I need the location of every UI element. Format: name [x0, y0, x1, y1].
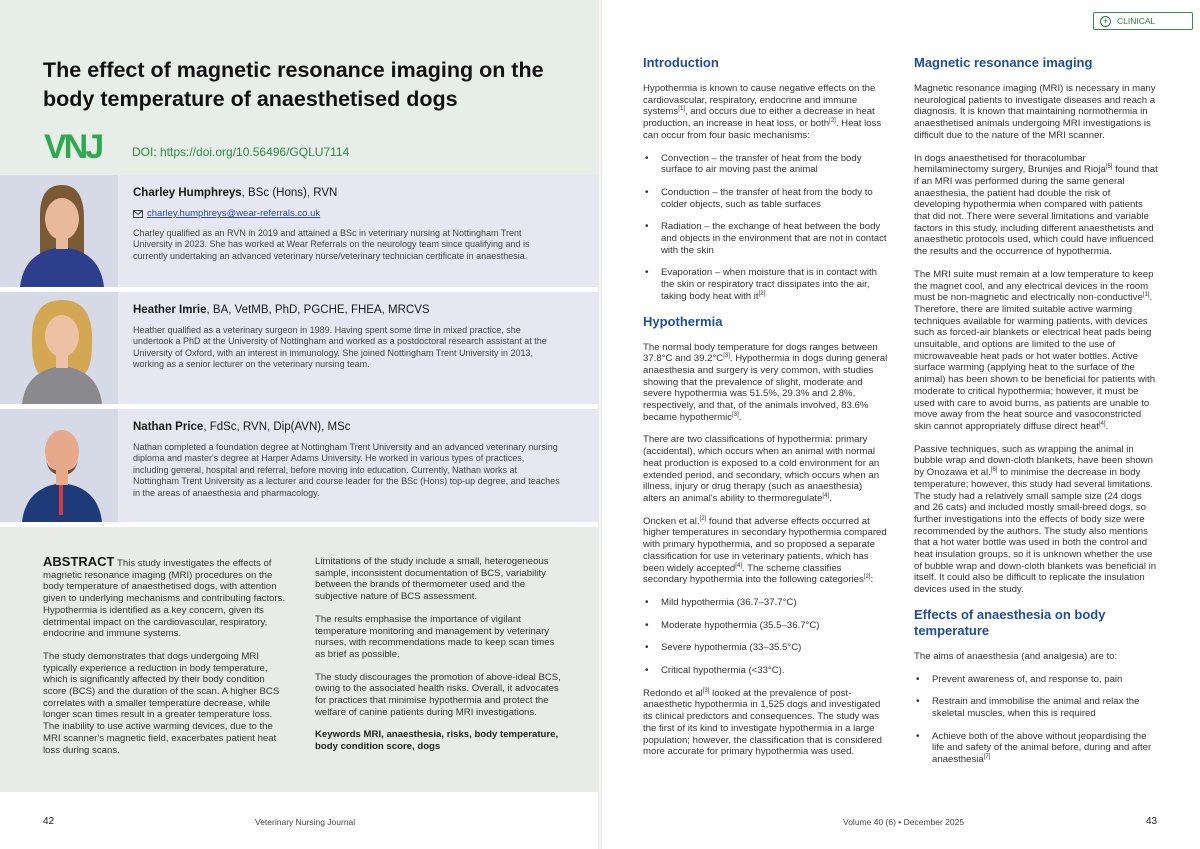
body-paragraph: Redondo et al[3] looked at the prevalence of post-anaesthetic hypothermia in 1,525 dogs and investigated its clinical predictors and consequences. The study was the first of its kind to investigate hypothermia in a large population; however, the classification that is considered more accurate for primary hypothermia was used.	[643, 687, 882, 758]
keywords: Keywords MRI, anaesthesia, risks, body temperature, body condition score, dogs	[315, 729, 559, 753]
abstract-paragraph: The study discourages the promotion of above-ideal BCS, owing to the associated health risks. Overall, it advocates for practices that minimise hypothermia and protect the welfare of canine patients during MRI investigations.	[315, 671, 561, 718]
author-name-line: Nathan Price, FdSc, RVN, Dip(AVN), MSc	[133, 421, 351, 433]
bullet-list	[643, 153, 888, 303]
section-badge: + CLINICAL	[1093, 12, 1193, 30]
author-email[interactable]: charley.humphreys@wear-referrals.co.uk	[133, 208, 560, 219]
envelope-icon	[133, 210, 143, 218]
right-page-number: 43	[1146, 816, 1158, 827]
body-paragraph: The MRI suite must remain at a low temperature to keep the magnet cool, and any electrical devices in the room must be non-magnetic and electrically non-conductive[1]. Therefore, there are limited suitable active warming techniques available for warming patients, with devices such as forced-air blankets or electrical heat pads being unsuitable, and options are limited to the use of microwaveable heat pads or hot water bottles. Active surface warming (applying heat to the surface of the animal) has been shown to be beneficial for patients with moderate to critical hypothermia; however, it must be used with care to avoid burns, as patients are unable to move away from the heat source and vasoconstricted skin cannot appropriately diffuse direct heat[4].	[914, 268, 1156, 432]
author-bio: Nathan completed a foundation degree at Nottingham Trent University and an advanced veterinary nursing diploma and master's degree at Harper Adams University. He worked in various types of practices, including general, hospital and referral, before moving into education. Currently, Nathan works at Nottingham Trent University as a lecturer and course leader for the BSc (Hons) top-up degree, and teaches in the areas of anaesthesia and pharmacology.	[133, 442, 560, 498]
author-card	[0, 292, 600, 404]
section-heading: Effects of anaesthesia on body temperature	[914, 606, 1106, 638]
author-bio: Heather qualified as a veterinary surgeon in 1989. Having spent some time in mixed practice, she undertook a PhD at the University of Nottingham and worked as a postdoctoral research assistant at the University of Oxford, with an interest in immunology. She joined Nottingham Trent University in 2013, working as a senior lecturer on the veterinary nursing team.	[133, 325, 547, 370]
body-paragraph: The normal body temperature for dogs ranges between 37.8°C and 39.2°C[3]. Hypothermia in dogs during general anaesthesia and surgery is very common, with studies showing that the prevalence of slight, moderate and severe hypothermia was 51.5%, 29.3% and 2.8%, respectively, and that, of the animals involved, 83.6% became hypothermic[3].	[643, 341, 888, 423]
issue-info: Volume 40 (6) • December 2025	[843, 817, 965, 827]
author-photo	[0, 292, 118, 404]
body-paragraph: Hypothermia is known to cause negative effects on the cardiovascular, respiratory, endocrine and immune systems[1], and occurs due to either a decrease in heat production, an increase in heat loss, or both[2]. Heat loss can occur from four basic mechanisms:	[643, 83, 882, 141]
abstract-paragraph: The study demonstrates that dogs undergoing MRI typically experience a reduction in body temperature, which is significantly affected by their body condition score (BCS) and the duration of the scan. A higher BCS correlates with a smaller temperature decrease, while longer scan times result in a greater temperature loss. The inability to use active warming devices, due to the MRI scanner's magnetic field, exacerbates patient heat loss during scans.	[43, 650, 280, 756]
author-card	[0, 175, 600, 287]
left-page-number: 42	[43, 816, 55, 827]
list-item: • Moderate hypothermia (35.5–36.7°C)	[643, 620, 888, 632]
author-photo	[0, 175, 118, 287]
list-item: • Conduction – the transfer of heat from the body to colder objects, such as table surfaces	[643, 187, 888, 210]
author-name-line: Charley Humphreys, BSc (Hons), RVN	[133, 187, 338, 199]
body-paragraph: In dogs anaesthetised for thoracolumbar hemilaminectomy surgery, Brunijes and Rioja[5] found that if an MRI was performed during the same general anaesthesia, the patient had double the risk of developing hypothermia when compared with patients that did not. There were several limitations and variable factors in this study, including different anaesthetists and anaesthetic protocols used, which could have influenced the results and the occurrence of hypothermia.	[914, 152, 1158, 258]
title-panel	[0, 0, 600, 175]
section-heading: Hypothermia	[643, 313, 723, 329]
abstract-paragraph: The results emphasise the importance of vigilant temperature monitoring and management by veterinary nurses, with recommendations made to keep scan times as brief as possible.	[315, 613, 555, 660]
vnj-logo	[44, 128, 114, 162]
doi-link[interactable]: DOI: https://doi.org/10.56496/GQLU7114	[132, 145, 350, 159]
body-paragraph: The aims of anaesthesia (and analgesia) are to:	[914, 650, 1118, 662]
svg-text:VNJ: VNJ	[44, 128, 102, 162]
list-item: • Convection – the transfer of heat from the body surface to air moving past the animal	[643, 153, 888, 176]
list-item: • Mild hypothermia (36.7–37.7°C)	[643, 597, 888, 609]
author-bio: Charley qualified as an RVN in 2019 and attained a BSc in veterinary nursing at Nottingham Trent University in 2023. She has worked at Wear Referrals on the neurology team since qualifying and is currently undertaking an advanced veterinary nurse/veterinary technician certificate in anaesthesia.	[133, 228, 530, 261]
list-item: • Severe hypothermia (33–35.5°C)	[643, 642, 888, 654]
list-item: • Achieve both of the above without jeopardising the life and safety of the animal before, during and after anaesthesia[7]	[914, 731, 1159, 766]
bullet-list	[914, 674, 1159, 766]
bullet-list	[643, 597, 888, 677]
article-title: The effect of magnetic resonance imaging on the body temperature of anaesthetised dogs	[43, 58, 544, 111]
abstract-column-2	[315, 556, 565, 764]
right-column-1	[643, 55, 888, 769]
body-paragraph: Passive techniques, such as wrapping the animal in bubble wrap and down-cloth blankets, have been shown by Onozawa et al.[6] to minimise the decrease in body temperature; however, this study had several limitations. The study had a relatively small sample size (24 dogs and 26 cats) and included mostly small-breed dogs, so further investigations into the effects of body size were recommended by the authors. The study also mentions that a hot water bottle was used in both the control and heat insulation groups, so it is unknown whether the use of bubble wrap and down-cloth blankets was beneficial in itself. It could also be difficult to replicate the insulation devices used in the study.	[914, 443, 1157, 596]
page-gutter	[598, 0, 602, 849]
abstract-column-1	[43, 556, 288, 767]
section-heading: Magnetic resonance imaging	[914, 55, 1093, 70]
abstract-paragraph: Limitations of the study include a small, heterogeneous sample, inconsistent documentation of BCS, variability between the brands of thermometer used and the subjective nature of BCS assessment.	[315, 556, 549, 603]
list-item: • Evaporation – when moisture that is in contact with the skin or respiratory tract dissipates into the air, taking body heat with it[2]	[643, 267, 888, 302]
list-item: • Prevent awareness of, and response to, pain	[914, 674, 1159, 686]
author-card	[0, 409, 600, 522]
author-photo	[0, 409, 118, 522]
plus-circle-icon: +	[1100, 16, 1111, 27]
section-heading: Introduction	[643, 55, 719, 70]
body-paragraph: Magnetic resonance imaging (MRI) is necessary in many neurological patients to investigate diseases and reach a diagnosis. It is known that maintaining normothermia in anaesthetised animals undergoing MRI investigations is difficult due to the nature of the MRI scanner.	[914, 83, 1156, 141]
journal-name: Veterinary Nursing Journal	[255, 817, 356, 827]
author-name-line: Heather Imrie, BA, VetMB, PhD, PGCHE, FHEA, MRCVS	[133, 304, 430, 316]
list-item: • Restrain and immobilise the animal and relax the skeletal muscles, when this is required	[914, 696, 1159, 719]
body-paragraph: Oncken et al.[2] found that adverse effects occurred at higher temperatures in secondary hypothermia compared with primary hypothermia, and so proposed a separate classification for use in veterinary patients, which has been widely accepted[4]. The scheme classifies secondary hypothermia into the following categories[2]:	[643, 515, 887, 586]
abstract-paragraph: ABSTRACT This study investigates the effects of magnetic resonance imaging (MRI) procedures on the body temperature of anaesthetised dogs, with attention given to underlying mechanisms and contributing factors. Hypothermia is identified as a key concern, given its detrimental impact on the cardiovascular, respiratory, endocrine and immune systems.	[43, 554, 286, 640]
list-item: • Radiation – the exchange of heat between the body and objects in the environment that are not in contact with the skin	[643, 221, 888, 256]
list-item: • Critical hypothermia (<33°C).	[643, 665, 888, 677]
body-paragraph: There are two classifications of hypothermia: primary (accidental), which occurs when an animal with normal heat production is exposed to a cold environment for an extended period, and secondary, which occurs when an illness, injury or drug therapy (such as anaesthesia) alters an animal's ability to thermoregulate[4].	[643, 434, 880, 504]
abstract-label: ABSTRACT	[43, 554, 115, 569]
right-column-2	[914, 55, 1159, 777]
